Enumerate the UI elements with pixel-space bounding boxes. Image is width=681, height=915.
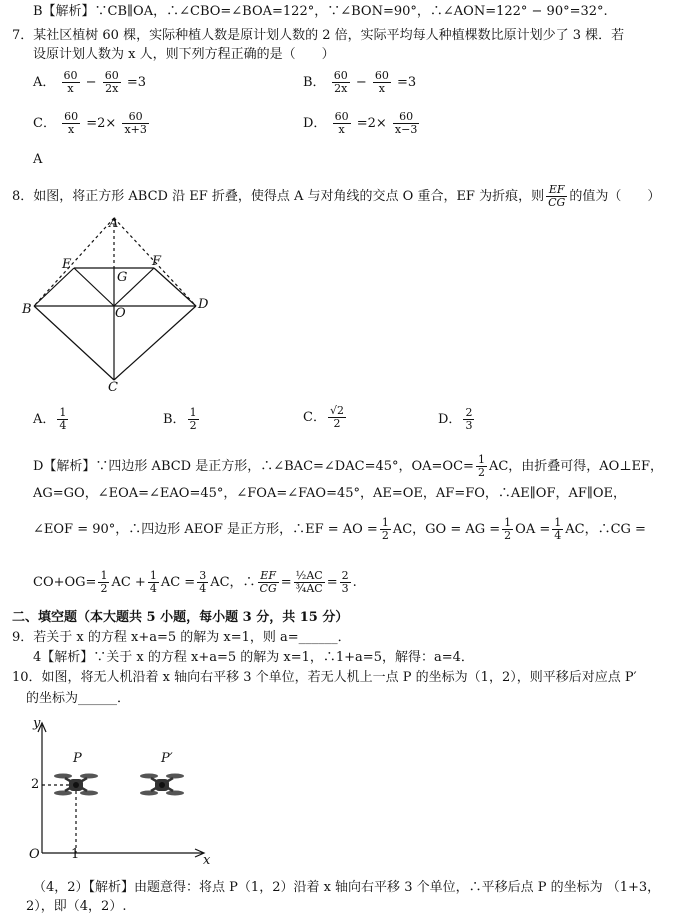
q10-text-2: 的坐标为______．	[26, 691, 131, 706]
origin-label: O	[29, 846, 40, 862]
label-o: O	[115, 305, 126, 321]
q10-answer-2: 2），即（4，2）.	[26, 899, 127, 914]
edge-dc	[114, 306, 196, 380]
point-p-prime-label: P′	[161, 750, 173, 766]
q7-option-d[interactable]: D． $\frac{60}{x}$ =2× $\frac{60}{x-3}$	[303, 110, 418, 136]
edge-fd	[154, 268, 196, 306]
q8-option-d[interactable]: D． $\frac{2}{3}$	[438, 406, 473, 432]
y-tick-2: 2	[31, 776, 40, 792]
q8-ratio: $\frac{EF}{CG}$	[548, 183, 566, 209]
edge-ab	[34, 218, 114, 306]
q8-option-c[interactable]: C． $\frac{√2}{2}$	[303, 404, 344, 430]
drone-translated-icon	[140, 774, 184, 796]
segment-eo	[74, 268, 114, 306]
q10-text-1: 10．如图，将无人机沿着 x 轴向右平移 3 个单位，若无人机上一点 P 的坐标为（1，2），则平移后对应点 P′	[12, 670, 637, 685]
label-e: E	[62, 256, 72, 272]
label-c: C	[108, 379, 118, 395]
q7-text-2: 设原计划人数为 x 人，则下列方程正确的是（ ）	[33, 47, 335, 62]
q8-option-b[interactable]: B． $\frac{1}{2}$	[163, 406, 197, 432]
q8-solution-3: ∠EOF = 90°，∴四边形 AEOF 是正方形，∴EF = AO = $\frac{1}{2}$ AC，GO = AG = $\frac{1}{2}$ OA = $\frac{1}{4}$ AC，∴CG =	[33, 516, 646, 542]
q9-answer: 4【解析】∵关于 x 的方程 x+a=5 的解为 x=1，∴1+a=5，解得：a=4．	[33, 650, 474, 665]
q9-text: 9．若关于 x 的方程 x+a=5 的解为 x=1，则 a=______．	[12, 630, 351, 645]
q8-solution-4: CO+OG= $\frac{1}{2}$ AC + $\frac{1}{4}$ AC = $\frac{3}{4}$ AC，∴ $\frac{EF}{CG}$ = $\frac{\text{½AC}}{\text{¾AC}}$ = $\frac{2}{3}$ .	[33, 569, 357, 595]
q7-option-c[interactable]: C． $\frac{60}{x}$ =2× $\frac{60}{x+3}$	[33, 110, 147, 136]
prev-answer-line: B【解析】∵CB∥OA，∴∠CBO=∠BOA=122°，∵∠BON=90°，∴∠AON=122° − 90°=32°.	[33, 4, 608, 19]
label-f: F	[152, 253, 162, 269]
label-b: B	[22, 301, 32, 317]
q8-text: 8．如图，将正方形 ABCD 沿 EF 折叠，使得点 A 与对角线的交点 O 重合，EF 为折痕，则 $\frac{EF}{CG}$ 的值为（ ）	[12, 183, 661, 209]
square-fold-figure	[20, 212, 210, 397]
x-tick-1: 1	[71, 846, 80, 862]
label-a: A	[109, 215, 119, 231]
q8-option-a[interactable]: A． $\frac{1}{4}$	[33, 406, 67, 432]
edge-bc	[34, 306, 114, 380]
q7-option-a[interactable]: A． $\frac{60}{x}$ − $\frac{60}{2x}$ =3	[33, 69, 147, 95]
x-axis-label: x	[203, 852, 211, 868]
label-d: D	[198, 296, 209, 312]
drone-coordinate-figure	[25, 715, 225, 870]
q7-answer: A	[33, 152, 43, 167]
q7-text-1: 7．某社区植树 60 棵，实际种植人数是原计划人数的 2 倍，实际平均每人种植棵数比原计划少了 3 棵．若	[12, 28, 625, 43]
point-p-label: P	[73, 750, 82, 766]
q10-answer-1: （4，2）【解析】由题意得：将点 P（1，2）沿着 x 轴向右平移 3 个单位，∴平移后点 P 的坐标为 （1+3，	[33, 880, 661, 895]
q8-solution-1: D【解析】∵四边形 ABCD 是正方形，∴∠BAC=∠DAC=45°，OA=OC= $\frac{1}{2}$ AC，由折叠可得，AO⊥EF，	[33, 453, 664, 479]
q7-option-b[interactable]: B． $\frac{60}{2x}$ − $\frac{60}{x}$ =3	[303, 69, 417, 95]
y-axis-label: y	[33, 715, 41, 731]
q8-solution-2: AG=GO，∠EOA=∠EAO=45°，∠FOA=∠FAO=45°，AE=OE，AF=FO，∴AE∥OF，AF∥OE，	[33, 486, 627, 501]
edge-be	[34, 268, 74, 306]
section-fill-in-heading: 二、填空题（本大题共 5 小题，每小题 3 分，共 15 分）	[12, 610, 349, 625]
label-g: G	[117, 269, 128, 285]
